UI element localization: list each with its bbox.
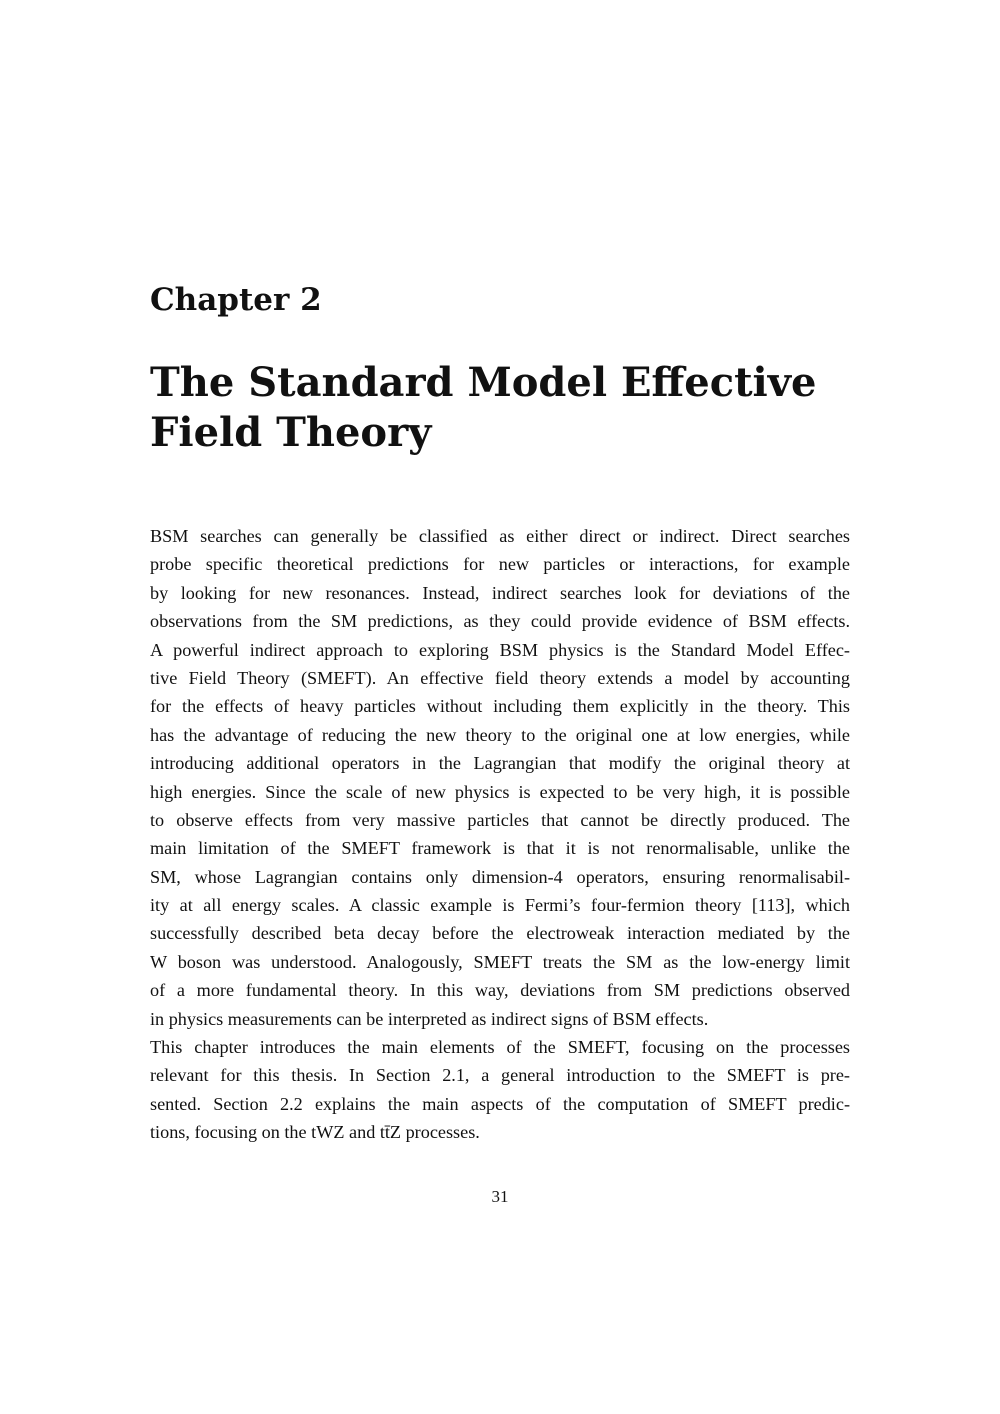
text-line: relevant for this thesis. In Section 2.1, a general introduction to the SMEFT is pre- xyxy=(150,1065,850,1086)
text-line: has the advantage of reducing the new theory to the original one at low energies, while xyxy=(150,724,850,745)
text-line: high energies. Since the scale of new physics is expected to be very high, it is possible xyxy=(150,781,850,802)
text-line: tions, focusing on the tWZ and tt̄Z processes. xyxy=(150,1122,480,1143)
text-line: to observe effects from very massive particles that cannot be directly produced. The xyxy=(150,809,850,830)
chapter-title-line: Field Theory xyxy=(150,409,432,456)
page-number: 31 xyxy=(491,1187,509,1206)
text-line: ity at all energy scales. A classic example is Fermi’s four-fermion theory [113], which xyxy=(150,895,850,916)
text-line: BSM searches can generally be classified as either direct or indirect. Direct searches xyxy=(150,526,850,546)
text-line: successfully described beta decay before the electroweak interaction mediated by the xyxy=(150,923,850,944)
text-line: SM, whose Lagrangian contains only dimension-4 operators, ensuring renormalisabil- xyxy=(150,866,850,887)
text-line: tive Field Theory (SMEFT). An effective field theory extends a model by accounting xyxy=(150,667,850,688)
text-line: W boson was understood. Analogously, SMEFT treats the SM as the low-energy limit xyxy=(150,951,850,972)
text-line: for the effects of heavy particles without including them explicitly in the theory. This xyxy=(150,696,850,717)
text-line: probe specific theoretical predictions for new particles or interactions, for example xyxy=(150,554,850,575)
body-text xyxy=(150,522,850,1147)
text-line: A powerful indirect approach to exploring BSM physics is the Standard Model Effec- xyxy=(150,639,850,660)
text-line: of a more fundamental theory. In this way, deviations from SM predictions observed xyxy=(150,980,850,1001)
text-line: sented. Section 2.2 explains the main aspects of the computation of SMEFT predic- xyxy=(150,1093,850,1114)
text-line: main limitation of the SMEFT framework is that it is not renormalisable, unlike the xyxy=(150,838,850,859)
text-line: by looking for new resonances. Instead, indirect searches look for deviations of the xyxy=(150,582,850,603)
chapter-label: Chapter 2 xyxy=(150,282,322,318)
chapter-title-line: The Standard Model Effective xyxy=(150,359,817,406)
text-line: This chapter introduces the main elements of the SMEFT, focusing on the processes xyxy=(150,1037,850,1058)
text-line: in physics measurements can be interpreted as indirect signs of BSM effects. xyxy=(150,1008,709,1029)
text-line: observations from the SM predictions, as they could provide evidence of BSM effects. xyxy=(150,611,850,632)
chapter-title xyxy=(150,358,870,458)
text-line: introducing additional operators in the Lagrangian that modify the original theory at xyxy=(150,753,850,774)
